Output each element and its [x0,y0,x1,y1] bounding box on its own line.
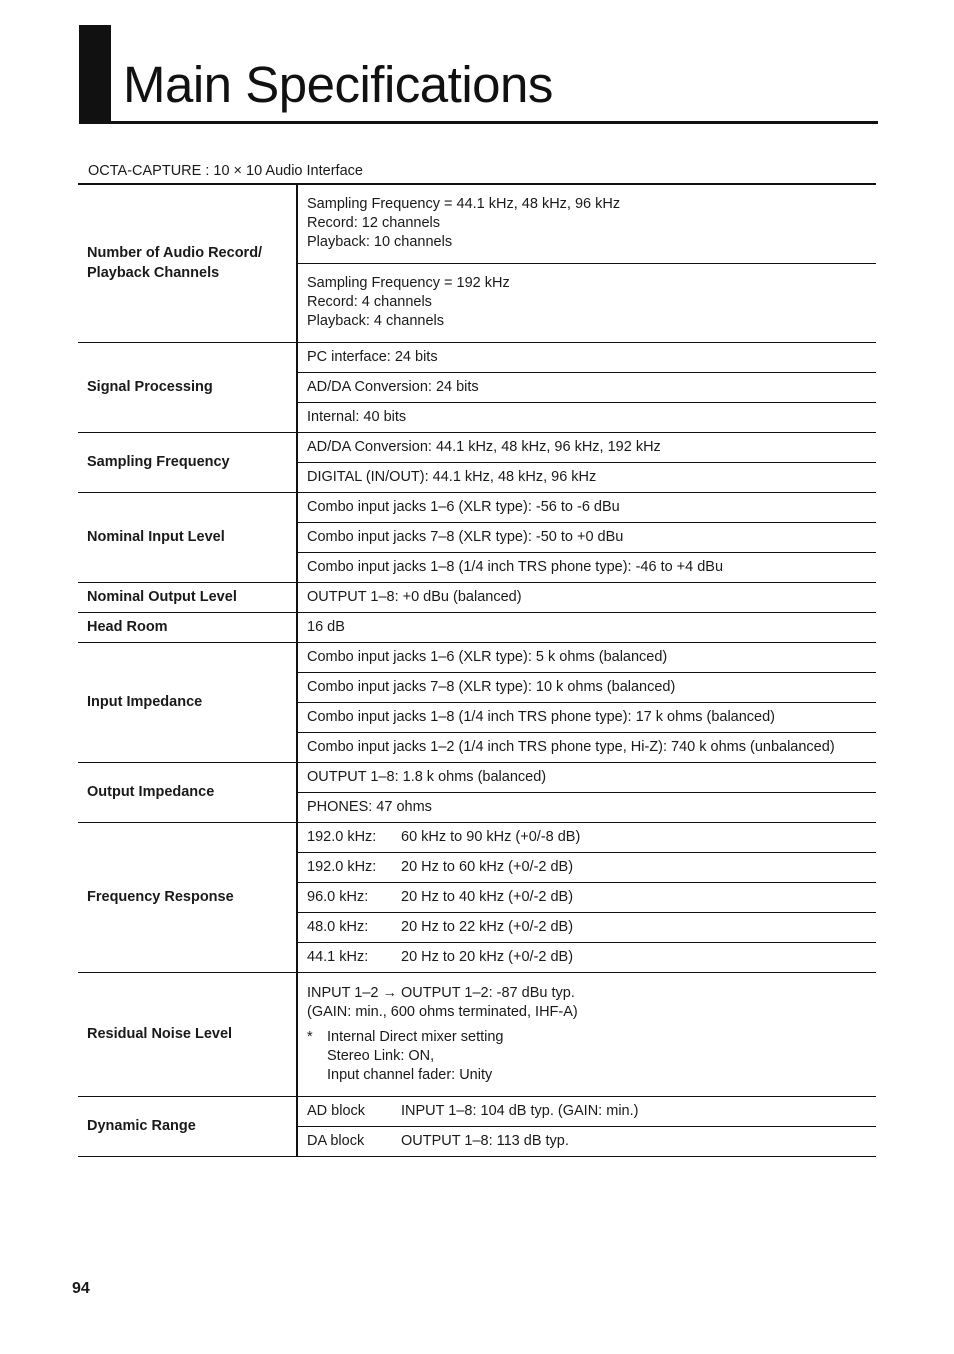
spec-value-key: 192.0 kHz: [307,859,377,875]
spec-value-key: 96.0 kHz: [307,889,369,905]
spec-value-key: 192.0 kHz: [307,829,377,845]
spec-label: Nominal Output Level [78,583,297,613]
spec-value [297,373,876,403]
spec-value-text: OUTPUT 1–8: +0 dBu (balanced) [307,589,522,605]
spec-value-key: DA block [307,1133,365,1149]
note-body [327,1028,503,1085]
spec-label: Signal Processing [78,343,297,433]
spec-value-text: Combo input jacks 7–8 (XLR type): 10 k ohms (balanced) [307,679,676,695]
spec-value-line: Record: 4 channels [307,294,432,310]
note-line: Internal Direct mixer setting [327,1028,504,1045]
spec-value-line: Playback: 4 channels [307,313,445,329]
table-row [78,823,876,853]
spec-group [78,763,876,823]
spec-value [297,523,876,553]
spec-value [297,673,876,703]
spec-value [297,463,876,493]
spec-group [78,493,876,583]
spec-value [297,1097,876,1127]
spec-label: Nominal Input Level [78,493,297,583]
spec-value-line: Sampling Frequency = 192 kHz [307,275,510,291]
spec-value [297,403,876,433]
spec-value-text: Combo input jacks 7–8 (XLR type): -50 to +0 dBu [307,529,624,545]
spec-value-text: INPUT 1–8: 104 dB typ. (GAIN: min.) [401,1103,639,1119]
page-title: Main Specifications [123,56,553,113]
spec-value [297,433,876,463]
spec-value [297,733,876,763]
note-marker: * [307,1028,313,1045]
spec-value-text: AD/DA Conversion: 44.1 kHz, 48 kHz, 96 kHz, 192 kHz [307,439,661,455]
spec-value [297,643,876,673]
spec-value [297,613,876,643]
specifications-table [78,183,876,1157]
spec-value [297,943,876,973]
table-row [78,433,876,463]
spec-value [297,883,876,913]
spec-value-text: 16 dB [307,619,345,635]
spec-label: Number of Audio Record/ Playback Channels [78,184,297,343]
spec-value [297,553,876,583]
spec-value-text: 20 Hz to 22 kHz (+0/-2 dB) [401,919,574,935]
spec-value-line: INPUT 1–2 → OUTPUT 1–2: -87 dBu typ. [307,984,575,1001]
spec-label: Output Impedance [78,763,297,823]
spec-value-text: 60 kHz to 90 kHz (+0/-8 dB) [401,829,581,845]
spec-value-text: Combo input jacks 1–2 (1/4 inch TRS phone type, Hi-Z): 740 k ohms (unbalanced) [307,739,835,755]
spec-value-text: OUTPUT 1–8: 113 dB typ. [401,1133,569,1149]
table-caption: OCTA-CAPTURE : 10 × 10 Audio Interface [88,163,363,179]
spec-value-line: Sampling Frequency = 44.1 kHz, 48 kHz, 96 kHz [307,196,621,212]
spec-value-text: 20 Hz to 60 kHz (+0/-2 dB) [401,859,574,875]
spec-value-text: PHONES: 47 ohms [307,799,432,815]
table-row [78,493,876,523]
spec-value-text: DIGITAL (IN/OUT): 44.1 kHz, 48 kHz, 96 kHz [307,469,597,485]
note-line: Stereo Link: ON, [327,1047,435,1064]
spec-label: Frequency Response [78,823,297,973]
spec-value-text: AD/DA Conversion: 24 bits [307,379,479,395]
spec-value [297,853,876,883]
spec-value [297,583,876,613]
spec-value [297,343,876,373]
table-row [78,1097,876,1127]
spec-value-line: (GAIN: min., 600 ohms terminated, IHF-A) [307,1003,578,1020]
table-row [78,343,876,373]
spec-value [297,793,876,823]
spec-label: Residual Noise Level [78,973,297,1097]
spec-value-text: Combo input jacks 1–6 (XLR type): -56 to -6 dBu [307,499,620,515]
spec-group [78,433,876,493]
spec-value [297,184,876,264]
table-row [78,973,876,1097]
spec-value-key: AD block [307,1103,366,1119]
table-row [78,184,876,264]
spec-value-text: Combo input jacks 1–6 (XLR type): 5 k ohms (balanced) [307,649,668,665]
table-row [78,613,876,643]
spec-note [307,1028,870,1085]
spec-value-key: 48.0 kHz: [307,919,369,935]
title-rule [79,121,878,124]
spec-label: Dynamic Range [78,1097,297,1157]
table-row [78,643,876,673]
spec-value [297,913,876,943]
spec-group [78,184,876,343]
spec-value-text: 20 Hz to 20 kHz (+0/-2 dB) [401,949,574,965]
spec-value [297,763,876,793]
spec-group [78,583,876,613]
spec-group [78,1097,876,1157]
spec-value-line: Playback: 10 channels [307,234,453,250]
page-number: 94 [72,1280,90,1297]
title-accent-bar [79,25,111,123]
table-row [78,583,876,613]
spec-label: Head Room [78,613,297,643]
spec-label: Input Impedance [78,643,297,763]
spec-value-text: 20 Hz to 40 kHz (+0/-2 dB) [401,889,574,905]
spec-group [78,643,876,763]
spec-value [297,703,876,733]
spec-value-text: Internal: 40 bits [307,409,407,425]
spec-value [297,1127,876,1157]
spec-value-key: 44.1 kHz: [307,949,369,965]
spec-value-text: OUTPUT 1–8: 1.8 k ohms (balanced) [307,769,547,785]
spec-group [78,823,876,973]
note-line: Input channel fader: Unity [327,1066,493,1083]
spec-value-text: Combo input jacks 1–8 (1/4 inch TRS phone type): 17 k ohms (balanced) [307,709,776,725]
spec-value [297,493,876,523]
table-row [78,763,876,793]
spec-value-line: Record: 12 channels [307,215,440,231]
spec-value-text: Combo input jacks 1–8 (1/4 inch TRS phone type): -46 to +4 dBu [307,559,724,575]
spec-value [297,264,876,343]
spec-group [78,343,876,433]
spec-label: Sampling Frequency [78,433,297,493]
spec-group [78,613,876,643]
spec-group [78,973,876,1097]
spec-value-text: PC interface: 24 bits [307,349,438,365]
spec-value [297,973,876,1097]
spec-value [297,823,876,853]
